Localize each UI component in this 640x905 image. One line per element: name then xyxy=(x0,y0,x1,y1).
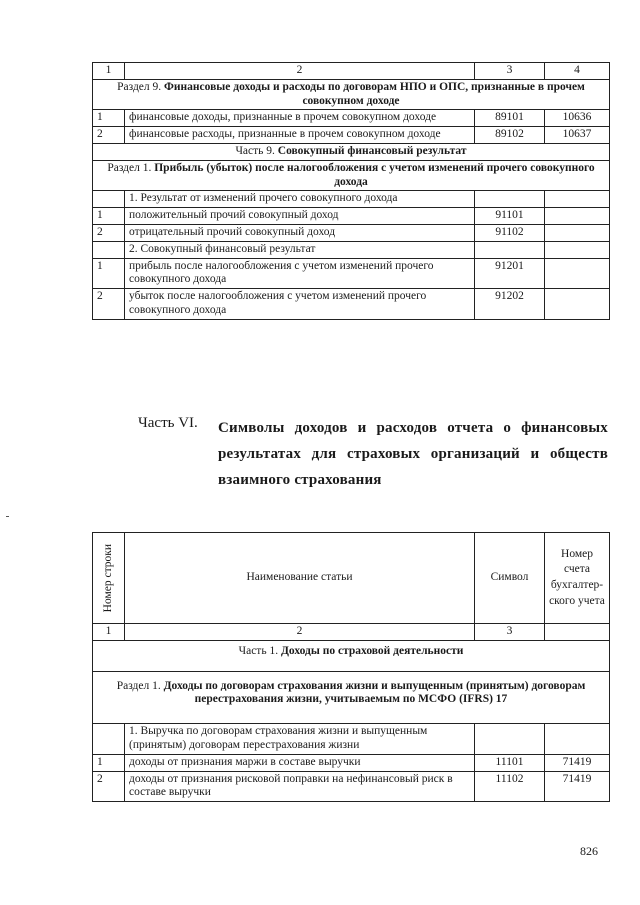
row-number: 2 xyxy=(93,127,125,144)
part-prefix: Часть 9. xyxy=(235,144,275,157)
group-title: 2. Совокупный финансовый результат xyxy=(125,241,475,258)
table-row xyxy=(93,754,610,771)
header-cell: 4 xyxy=(545,63,610,80)
section-row xyxy=(93,79,610,110)
row-name: положительный прочий совокупный доход xyxy=(125,208,475,225)
row-name: убыток после налогообложения с учетом изменений прочего совокупного дохода xyxy=(125,289,475,320)
row-account: 10636 xyxy=(545,110,610,127)
section-bold-title: Прибыль (убыток) после налогообложения с учетом изменений прочего совокупного дохода xyxy=(154,161,595,188)
row-number: 2 xyxy=(93,224,125,241)
empty-cell xyxy=(475,241,545,258)
table-row xyxy=(93,258,610,289)
row-symbol: 91102 xyxy=(475,224,545,241)
section-bold-title: Доходы по договорам страхования жизни и выпущенным (принятым) договорам перестрахования жизни, учитываемым по МСФО (IFRS) 17 xyxy=(163,679,586,706)
section-1-title xyxy=(93,671,610,724)
group-row xyxy=(93,724,610,755)
part-row xyxy=(93,143,610,160)
column-header-account: Номер счета бухгалтер-ского учета xyxy=(545,533,610,624)
header-cell: 2 xyxy=(125,624,475,641)
header-cell: 3 xyxy=(475,624,545,641)
section-row xyxy=(93,671,610,724)
page-number: 826 xyxy=(580,844,598,858)
section-prefix: Раздел 1. xyxy=(107,161,152,174)
row-symbol: 91202 xyxy=(475,289,545,320)
empty-cell xyxy=(545,241,610,258)
row-account: 10637 xyxy=(545,127,610,144)
empty-cell xyxy=(545,724,610,755)
column-header-symbol: Символ xyxy=(475,533,545,624)
group-row xyxy=(93,191,610,208)
empty-cell xyxy=(93,241,125,258)
row-name: отрицательный прочий совокупный доход xyxy=(125,224,475,241)
row-number: 1 xyxy=(93,208,125,225)
table-header-row xyxy=(93,624,610,641)
row-symbol: 91101 xyxy=(475,208,545,225)
table-insurance-income xyxy=(92,532,610,802)
header-cell: 2 xyxy=(125,63,475,80)
row-account xyxy=(545,208,610,225)
header-cell: 1 xyxy=(93,63,125,80)
column-header-name: Наименование статьи xyxy=(125,533,475,624)
column-header-number xyxy=(93,533,125,624)
row-symbol: 11102 xyxy=(475,771,545,802)
section-9-title xyxy=(93,79,610,110)
row-account: 71419 xyxy=(545,771,610,802)
empty-cell xyxy=(475,724,545,755)
row-account: 71419 xyxy=(545,754,610,771)
row-number: 1 xyxy=(93,110,125,127)
group-title: 1. Результат от изменений прочего совокупного дохода xyxy=(125,191,475,208)
empty-cell xyxy=(475,191,545,208)
row-symbol: 89102 xyxy=(475,127,545,144)
header-cell xyxy=(545,624,610,641)
table-row xyxy=(93,224,610,241)
row-account xyxy=(545,258,610,289)
group-row xyxy=(93,241,610,258)
part-1-title xyxy=(93,640,610,671)
header-cell: 3 xyxy=(475,63,545,80)
row-symbol: 11101 xyxy=(475,754,545,771)
table-income-pension xyxy=(92,62,610,320)
row-account xyxy=(545,224,610,241)
row-name: доходы от признания рисковой поправки на нефинансовый риск в составе выручки xyxy=(125,771,475,802)
part-prefix: Часть 1. xyxy=(238,644,279,657)
row-account xyxy=(545,289,610,320)
empty-cell xyxy=(93,724,125,755)
table-column-header-row xyxy=(93,533,610,624)
part-title: Символы доходов и расходов отчета о финансовых результатах для страховых организаций и обществ взаимного страхования xyxy=(218,420,608,488)
section-bold-title: Финансовые доходы и расходы по договорам НПО и ОПС, признанные в прочем совокупном доходе xyxy=(164,80,585,107)
group-title: 1. Выручка по договорам страхования жизни и выпущенным (принятым) договорам перестрахования жизни xyxy=(125,724,475,755)
section-1-title xyxy=(93,160,610,191)
empty-cell xyxy=(93,191,125,208)
section-prefix: Раздел 9. xyxy=(117,80,162,93)
header-cell: 1 xyxy=(93,624,125,641)
row-number: 2 xyxy=(93,771,125,802)
table-row xyxy=(93,289,610,320)
column-header-number-text: Номер строки xyxy=(101,543,114,613)
row-name: доходы от признания маржи в составе выручки xyxy=(125,754,475,771)
table-row xyxy=(93,771,610,802)
row-name: финансовые расходы, признанные в прочем совокупном доходе xyxy=(125,127,475,144)
row-number: 1 xyxy=(93,754,125,771)
part-9-title xyxy=(93,143,610,160)
section-row xyxy=(93,160,610,191)
section-prefix: Раздел 1. xyxy=(116,679,161,692)
part-label: Часть VI. xyxy=(138,415,198,431)
row-symbol: 91201 xyxy=(475,258,545,289)
margin-mark xyxy=(6,516,9,517)
row-name: прибыль после налогообложения с учетом изменений прочего совокупного дохода xyxy=(125,258,475,289)
row-symbol: 89101 xyxy=(475,110,545,127)
empty-cell xyxy=(545,191,610,208)
table-row xyxy=(93,127,610,144)
part-bold-title: Доходы по страховой деятельности xyxy=(280,644,464,657)
row-number: 1 xyxy=(93,258,125,289)
table-row xyxy=(93,110,610,127)
table-header-row xyxy=(93,63,610,80)
part-bold-title: Совокупный финансовый результат xyxy=(277,144,467,157)
row-name: финансовые доходы, признанные в прочем совокупном доходе xyxy=(125,110,475,127)
part-row xyxy=(93,640,610,671)
table-row xyxy=(93,208,610,225)
row-number: 2 xyxy=(93,289,125,320)
